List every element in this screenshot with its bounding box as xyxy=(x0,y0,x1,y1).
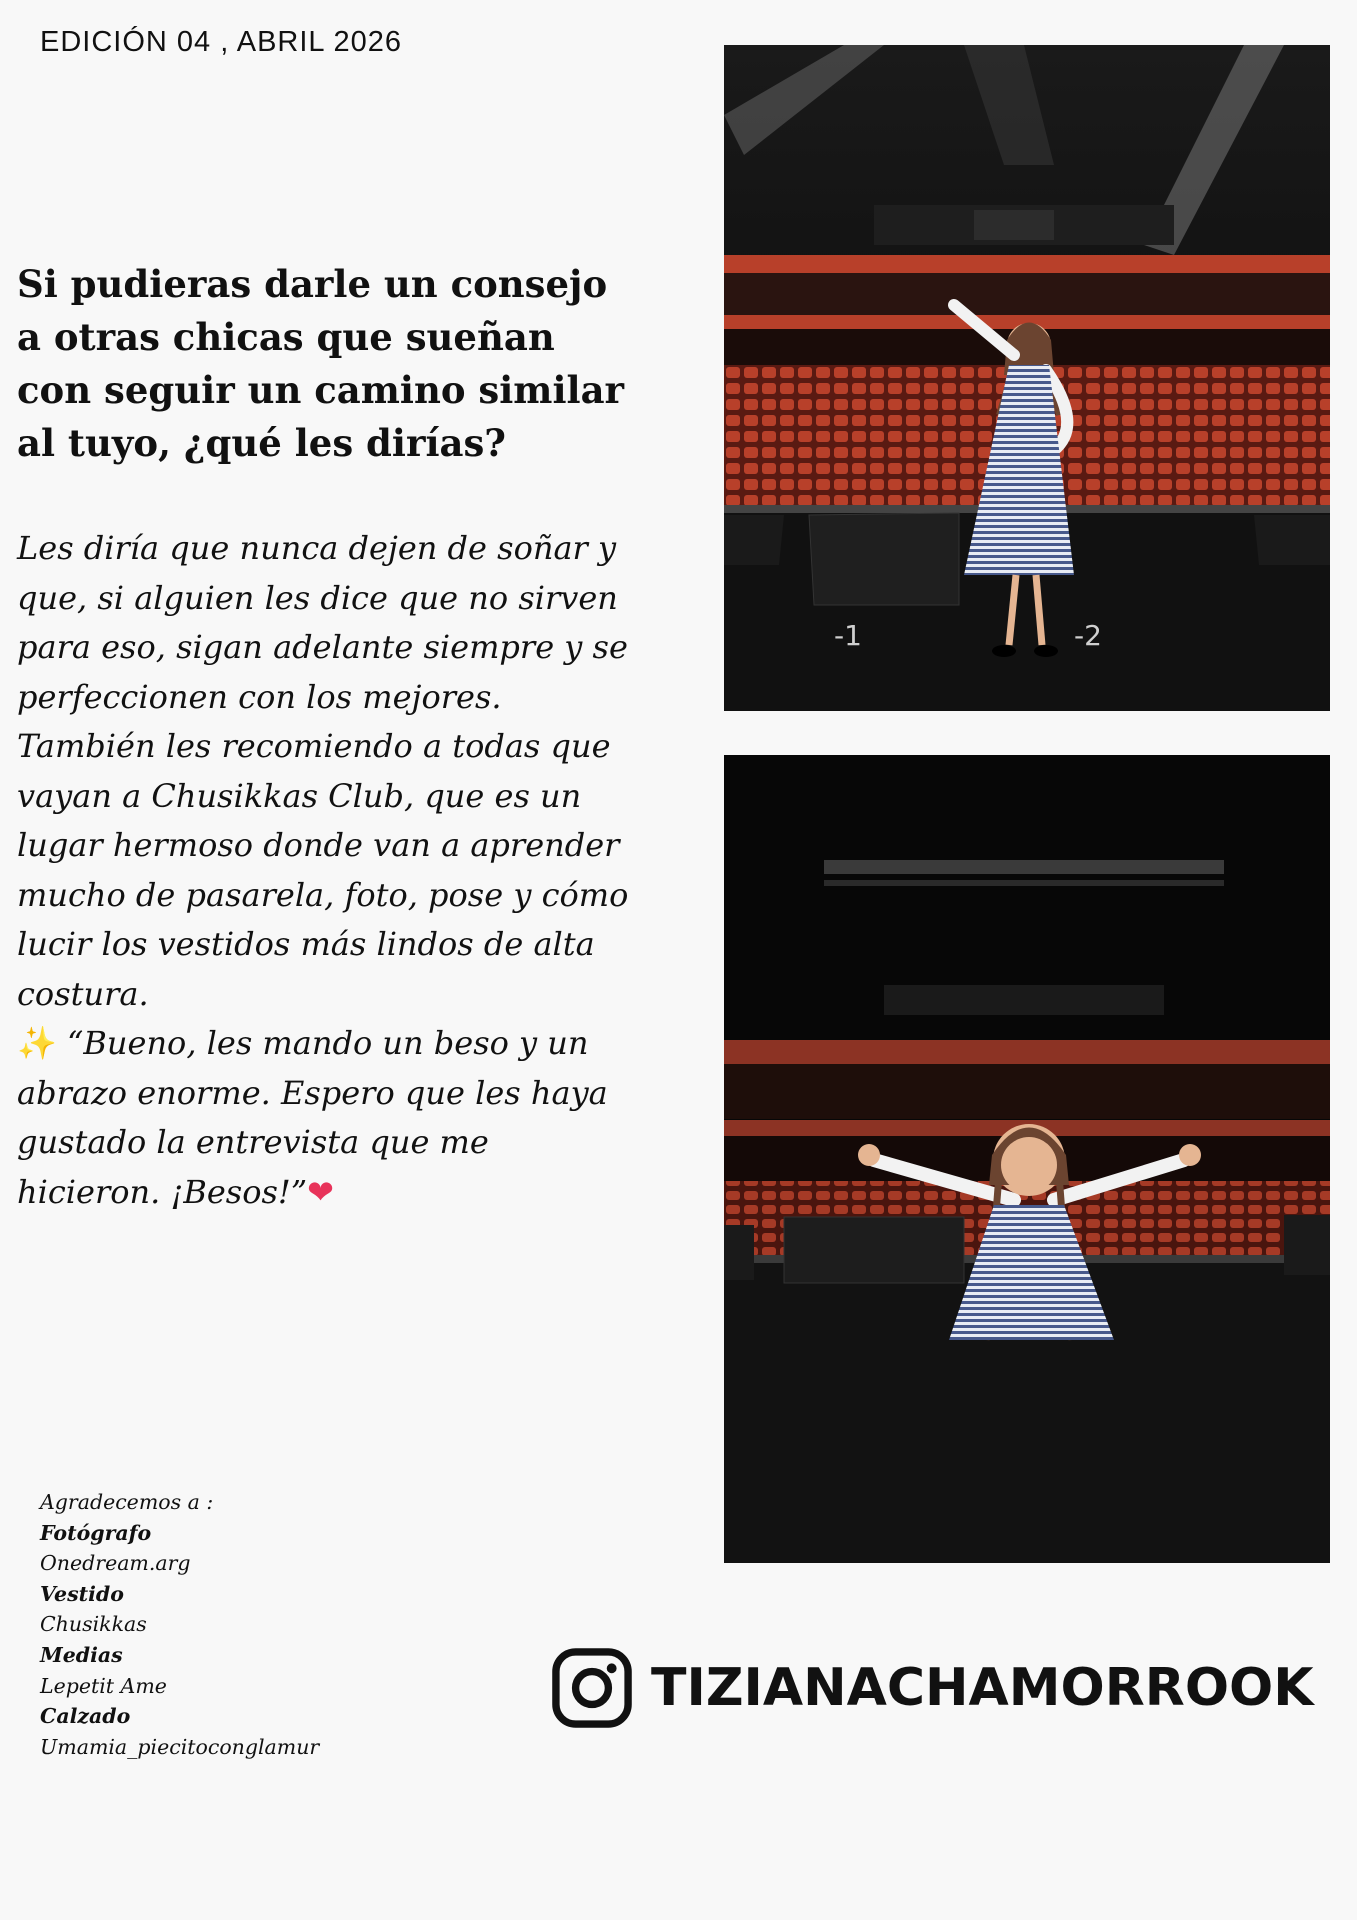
theater-stage-illustration xyxy=(724,755,1330,1563)
credit-name: Onedream.arg xyxy=(40,1551,191,1576)
interview-question: Si pudieras darle un consejo a otras chicas que sueñan con seguir un camino similar al tuyo, ¿qué les dirías? xyxy=(17,262,625,465)
credit-role: Calzado xyxy=(40,1704,131,1729)
svg-text:-1: -1 xyxy=(834,619,862,652)
credit-role: Medias xyxy=(40,1642,123,1667)
instagram-handle[interactable]: TIZIANACHAMORROOK xyxy=(651,1658,1314,1718)
instagram-icon xyxy=(551,1647,633,1729)
credit-name: Lepetit Ame xyxy=(40,1673,167,1698)
theater-stage-illustration xyxy=(724,45,1330,711)
stage-photo-standing xyxy=(724,45,1330,711)
credit-name: Chusikkas xyxy=(40,1612,147,1637)
credits-block xyxy=(40,1487,460,1762)
instagram-handle-block[interactable] xyxy=(551,1646,1314,1730)
credits-heading: Agradecemos a : xyxy=(40,1490,214,1514)
credit-role: Fotógrafo xyxy=(40,1520,152,1545)
answer-paragraph: Les diría que nunca dejen de soñar y que, si alguien les dice que no sirven para eso, sigan adelante siempre y se perfeccionen con los mejores. También les recomiendo a todas que vayan a Chusikkas Club, que es un lugar hermoso donde van a aprender mucho de pasarela, foto, pose y cómo lucir los vestidos más lindos de alta costura. xyxy=(17,529,629,1013)
closing-quote: “Bueno, les mando un beso y un abrazo enorme. Espero que les haya gustado la entrevista que me hicieron. ¡Besos!” xyxy=(17,1024,608,1211)
interview-answer xyxy=(17,524,637,1217)
sparkles-icon: ✨ xyxy=(17,1024,57,1062)
stage-photo-floor xyxy=(724,755,1330,1563)
edition-date: EDICIÓN 04 , ABRIL 2026 xyxy=(40,26,403,58)
credit-name: Umamia_piecitoconglamur xyxy=(40,1734,320,1759)
svg-text:-2: -2 xyxy=(1074,619,1102,652)
closing-paragraph xyxy=(17,1019,637,1217)
credit-role: Vestido xyxy=(40,1581,124,1606)
heart-icon: ❤ xyxy=(307,1172,334,1211)
